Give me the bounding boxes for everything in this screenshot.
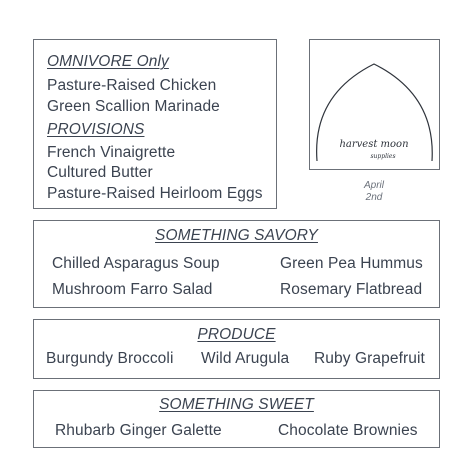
date-month: April (363, 180, 384, 191)
sweet-heading: SOMETHING SWEET (159, 396, 314, 413)
produce-heading: PRODUCE (197, 326, 276, 343)
produce-box (33, 319, 440, 379)
date-day: 2nd (365, 192, 383, 203)
produce-item: Ruby Grapefruit (314, 350, 425, 367)
provisions-item: Pasture-Raised Heirloom Eggs (47, 185, 263, 202)
logo-name: harvest moon (339, 139, 409, 150)
omnivore-item: Pasture-Raised Chicken (47, 77, 217, 94)
produce-item: Wild Arugula (201, 350, 290, 367)
savory-item: Mushroom Farro Salad (52, 281, 213, 298)
sweet-box (33, 390, 440, 448)
savory-box (33, 220, 440, 308)
logo-sub: supplies (370, 153, 396, 160)
produce-item: Burgundy Broccoli (46, 350, 174, 367)
savory-item: Chilled Asparagus Soup (52, 255, 220, 272)
provisions-heading: PROVISIONS (47, 121, 145, 138)
savory-item: Rosemary Flatbread (280, 281, 423, 298)
date-label (348, 180, 400, 204)
logo-box (309, 39, 440, 170)
savory-item: Green Pea Hummus (280, 255, 423, 272)
omnivore-item: Green Scallion Marinade (47, 98, 220, 115)
savory-heading: SOMETHING SAVORY (155, 227, 318, 244)
omnivore-heading: OMNIVORE Only (47, 53, 169, 70)
omnivore-provisions-box (33, 39, 277, 209)
provisions-item: Cultured Butter (47, 164, 153, 181)
harvest-moon-logo (310, 40, 439, 169)
provisions-item: French Vinaigrette (47, 144, 176, 161)
sweet-item: Rhubarb Ginger Galette (55, 422, 222, 439)
sweet-item: Chocolate Brownies (278, 422, 418, 439)
